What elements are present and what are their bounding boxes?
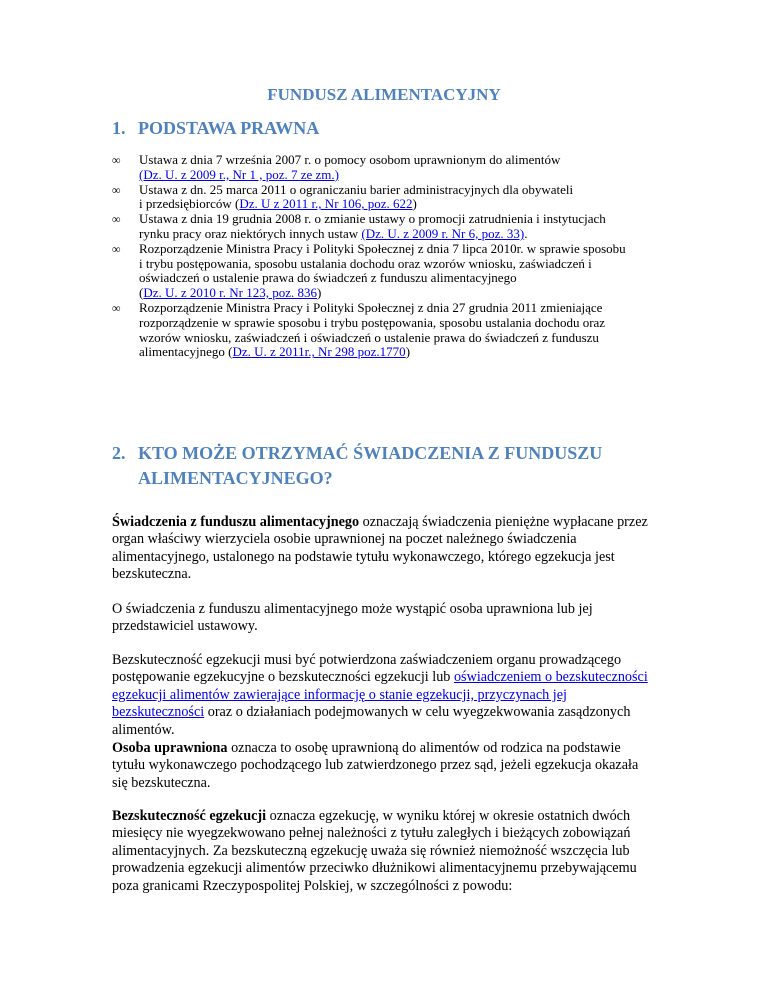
paragraph-text: prowadzenia egzekucji alimentów przeciwko dłużnikowi alimentacyjnemu przebywającemu [112, 860, 637, 877]
legal-reference-link[interactable]: Dz. U. z 2011r., Nr 298 poz.1770 [232, 344, 406, 360]
bold-term: Bezskuteczność egzekucji [112, 808, 267, 824]
bullet-icon: ∞ [112, 182, 121, 197]
paragraph-text: poza granicami Rzeczypospolitej Polskiej, w szczególności z powodu: [112, 877, 513, 894]
paragraph-text: organ właściwy wierzyciela osobie uprawnionej na poczet należnego świadczenia [112, 531, 577, 548]
list-item-text: rozporządzenie w sprawie sposobu i trybu postępowania, sposobu ustalania dochodu oraz [139, 314, 606, 330]
bold-term: Osoba uprawniona [112, 740, 228, 756]
declaration-link[interactable]: oświadczeniem o bezskuteczności [453, 669, 648, 686]
list-item-text: i przedsiębiorców ( [139, 196, 240, 212]
list-item [112, 212, 692, 242]
list-item-text: Rozporządzenie Ministra Pracy i Polityki Społecznej z dnia 27 grudnia 2011 zmieniające [139, 299, 603, 315]
bullet-icon: ∞ [112, 300, 121, 315]
list-item-text: alimentacyjnego ( [139, 344, 233, 360]
paragraph-text: postępowanie egzekucyjne o bezskuteczności egzekucji lub [112, 669, 454, 686]
paragraph-text: oznacza to osobę uprawnioną do alimentów od rodzica na podstawie [227, 740, 621, 756]
list-item [112, 301, 692, 360]
list-item [112, 183, 692, 213]
legal-reference-link[interactable]: (Dz. U. z 2009 r., Nr 1 , poz. 7 ze zm.) [139, 166, 339, 182]
list-item-text: ) [317, 285, 322, 301]
list-item-text: Rozporządzenie Ministra Pracy i Polityki Społecznej z dnia 7 lipca 2010r. w sprawie sposobu [139, 240, 626, 256]
bold-term: Świadczenia z funduszu alimentacyjnego [112, 514, 360, 530]
list-item-text: i trybu postępowania, sposobu ustalania dochodu oraz wzorów wniosku, zaświadczeń i [139, 255, 592, 271]
list-item-text: ) [412, 196, 417, 212]
declaration-link[interactable]: egzekucji alimentów zawierające informację o stanie egzekucji, przyczynach jej [112, 686, 567, 703]
paragraph-text: alimentów. [112, 721, 175, 738]
paragraph-text: miesięcy nie wyegzekwowano pełnej należności z tytułu zaległych i bieżących zobowiązań [112, 825, 631, 842]
section-number: 1. [112, 118, 126, 138]
paragraph-text: Bezskuteczność egzekucji musi być potwierdzona zaświadczeniem organu prowadzącego [112, 652, 622, 668]
section-title: PODSTAWA PRAWNA [138, 118, 320, 138]
list-item-text: Ustawa z dnia 7 września 2007 r. o pomocy osobom uprawnionym do alimentów [139, 152, 561, 167]
list-item-text: . [524, 225, 528, 241]
list-item-text: Ustawa z dnia 19 grudnia 2008 r. o zmianie ustawy o promocji zatrudnienia i instytucjach [139, 211, 606, 227]
list-item-text: oświadczeń o ustalenie prawa do świadczeń z funduszu alimentacyjnego [139, 270, 517, 286]
declaration-link[interactable]: bezskuteczności [112, 704, 205, 721]
section-number: 2. [112, 443, 126, 463]
paragraph-text: O świadczenia z funduszu alimentacyjnego może wystąpić osoba uprawniona lub jej [112, 601, 593, 617]
legal-reference-link[interactable]: Dz. U z 2011 r., Nr 106, poz. 622 [239, 196, 413, 212]
paragraph-entitled-person [112, 740, 692, 792]
list-item-text: Ustawa z dn. 25 marca 2011 o ograniczaniu barier administracyjnych dla obywateli [139, 181, 574, 197]
list-item [112, 153, 692, 183]
paragraph-text: przedstawiciel ustawowy. [112, 618, 258, 635]
paragraph-text: się bezskuteczna. [112, 774, 211, 791]
legal-basis-list [112, 153, 692, 360]
list-item-text: ) [405, 344, 411, 360]
document-title: FUNDUSZ ALIMENTACYJNY [267, 85, 501, 104]
paragraph-benefits-definition [112, 514, 692, 584]
section-title-line-2: ALIMENTACYJNEGO? [138, 468, 333, 488]
paragraph-ineffective-enforcement [112, 808, 692, 895]
list-item [112, 242, 692, 301]
paragraph-text: tytułu wykonawczego pochodzącego lub zatwierdzonego przez sąd, jeżeli egzekucja okazała [112, 757, 639, 774]
list-item-text: rynku pracy oraz niektórych innych ustaw [139, 225, 362, 241]
paragraph-text: alimentacyjnego, ustalonego na podstawie tytułu wykonawczego, którego egzekucja jest [112, 548, 615, 565]
legal-reference-link[interactable]: Dz. U. z 2010 r. Nr 123, poz. 836 [143, 285, 318, 301]
paragraph-text: oraz o działaniach podejmowanych w celu wyegzekwowania zasądzonych [204, 704, 631, 721]
legal-reference-link[interactable]: (Dz. U. z 2009 r. Nr 6, poz. 33) [361, 225, 525, 241]
list-item-text: ( [139, 285, 144, 301]
section-title-line-1: KTO MOŻE OTRZYMAĆ ŚWIADCZENIA Z FUNDUSZU [138, 443, 603, 463]
paragraph-text: alimentacyjnych. Za bezskuteczną egzekucję uważa się również niemożność wszczęcia lub [112, 842, 630, 859]
paragraph-enforcement-proof [112, 652, 692, 739]
list-item-text: wzorów wniosku, zaświadczeń i oświadczeń o ustalenie prawa do świadczeń z funduszu [139, 329, 599, 345]
paragraph-text: oznacza egzekucję, w wyniku której w okresie ostatnich dwóch [266, 808, 631, 824]
paragraph-who-can-apply [112, 601, 692, 636]
paragraph-text: bezskuteczna. [112, 566, 192, 583]
paragraph-text: oznaczają świadczenia pieniężne wypłacane przez [359, 514, 648, 530]
bullet-icon: ∞ [112, 212, 121, 227]
bullet-icon: ∞ [112, 241, 121, 256]
bullet-icon: ∞ [112, 153, 121, 167]
